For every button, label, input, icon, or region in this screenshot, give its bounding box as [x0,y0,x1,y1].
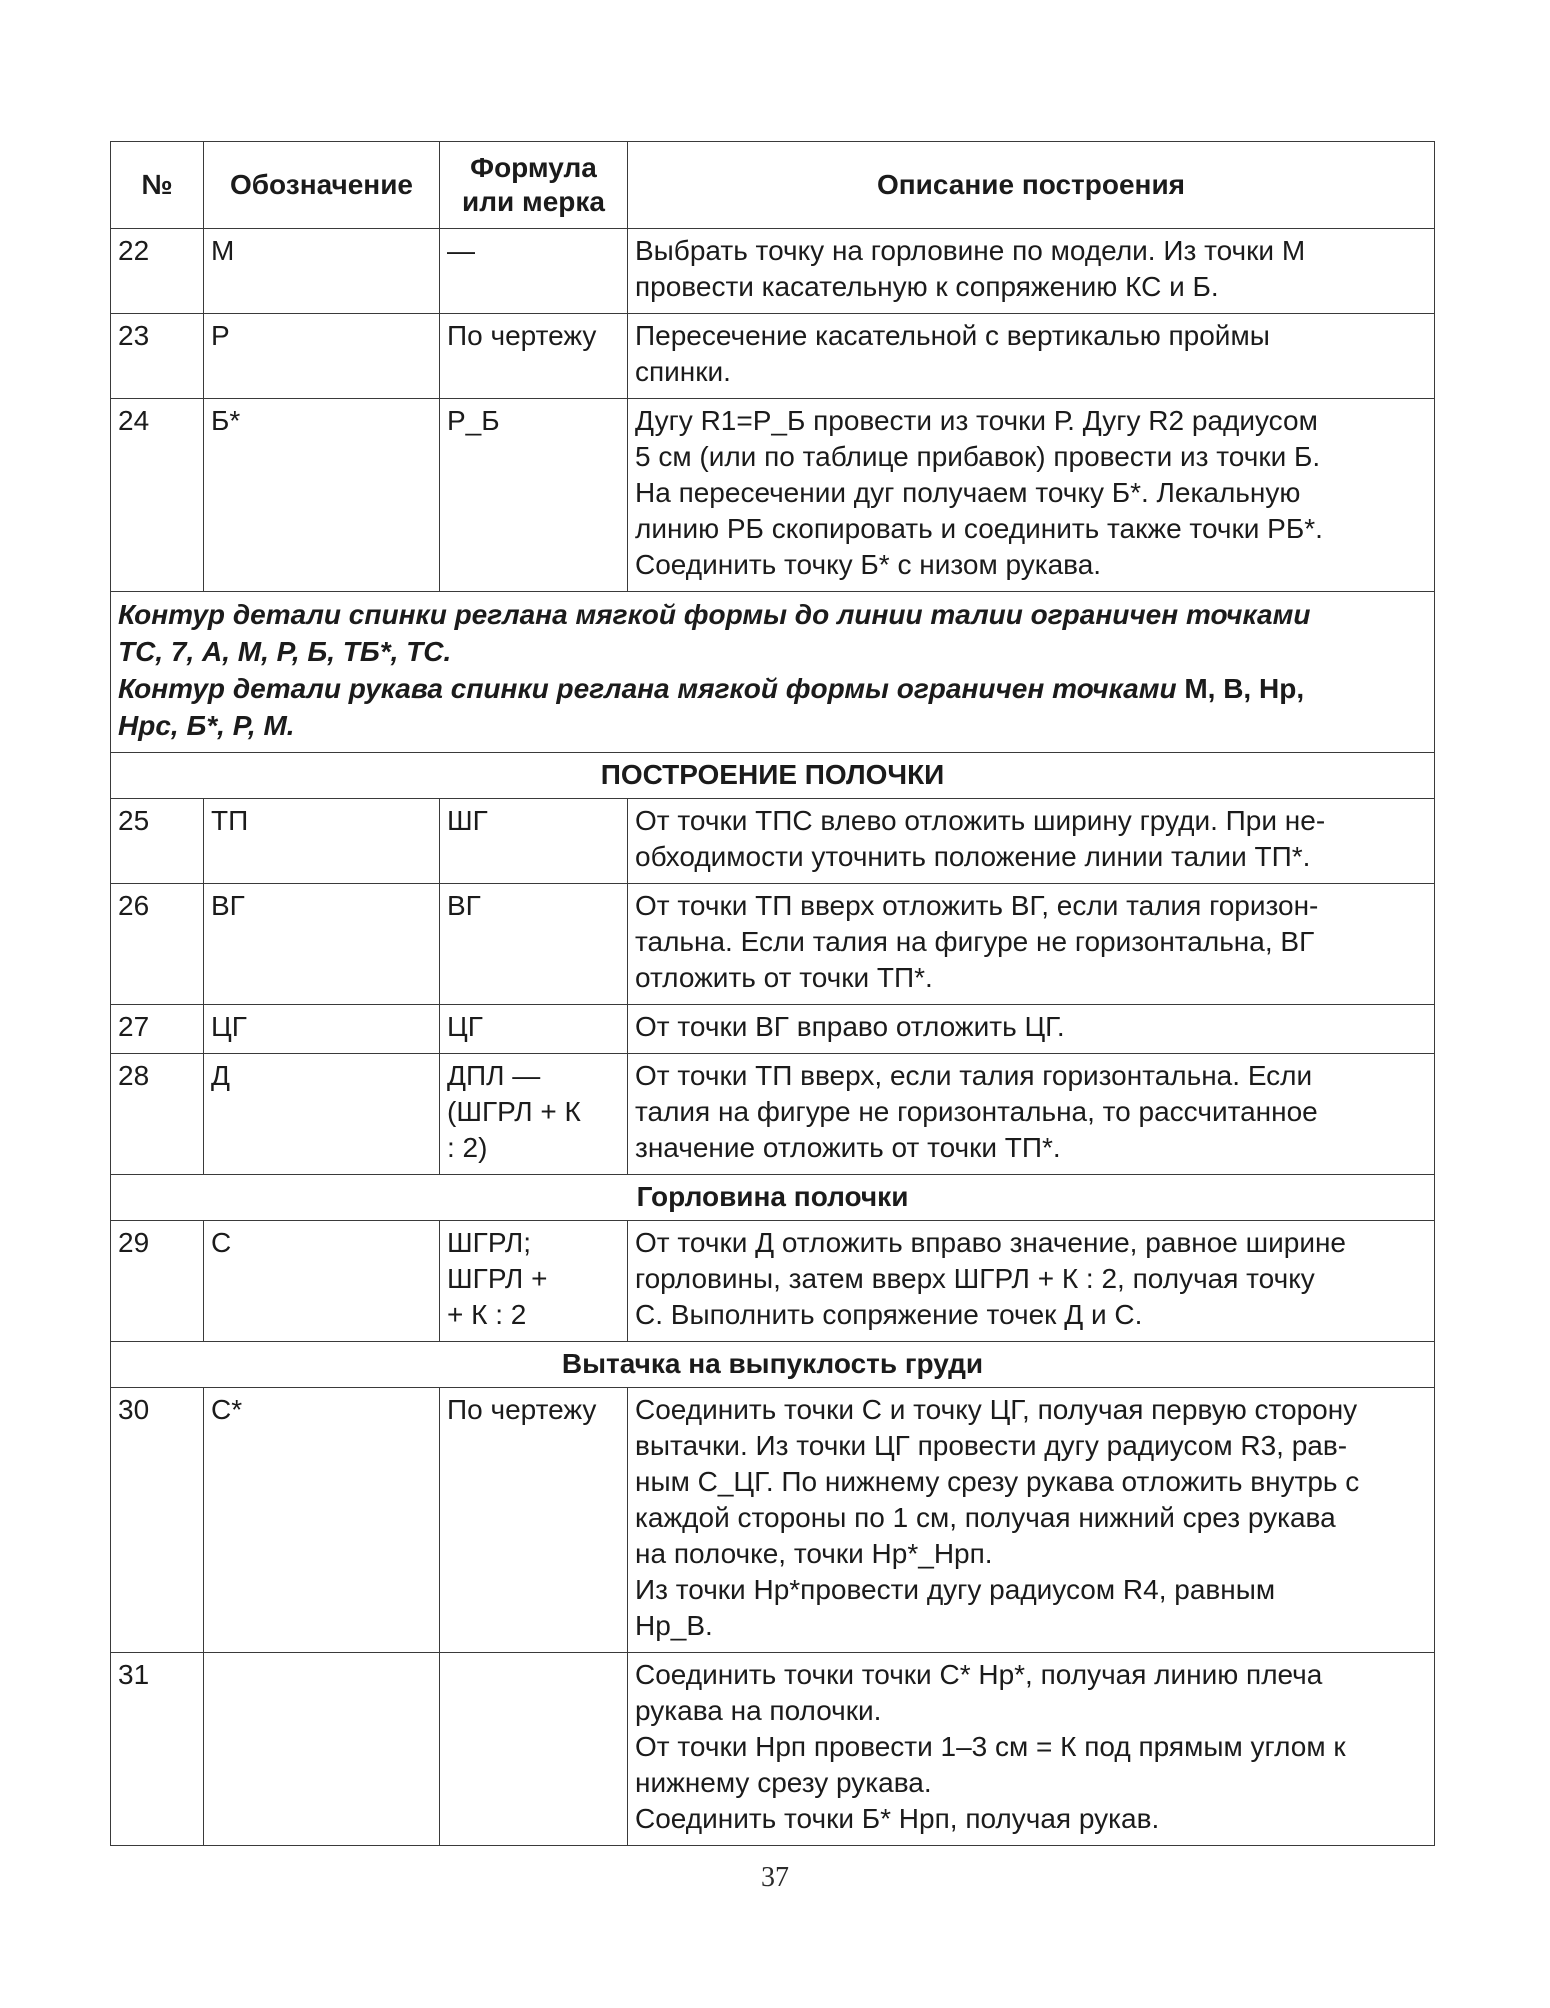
note-text: Контур детали рукава спинки реглана мягкой формы ограничен точками [118,673,1177,704]
row-description-line: обходимости уточнить положение линии талии ТП*. [635,841,1311,872]
row-formula-line [447,1657,620,1693]
row-number: 24 [111,399,204,592]
row-description-line: От точки Д отложить вправо значение, равное ширине [635,1227,1346,1258]
row-description-line: Соединить точки С и точку ЦГ, получая первую сторону [635,1394,1358,1425]
row-formula-line: ДПЛ — [447,1060,541,1091]
row-formula [440,1653,628,1846]
row-description-line: Пересечение касательной с вертикалью проймы [635,320,1270,351]
row-description-line: Дугу R1=Р_Б провести из точки Р. Дугу R2 радиусом [635,405,1318,436]
table-header-row [111,142,1435,229]
row-description-line: 5 см (или по таблице прибавок) провести из точки Б. [635,441,1321,472]
row-formula-line: По чертежу [447,1394,597,1425]
row-description-line: Соединить точку Б* с низом рукава. [635,549,1102,580]
row-description-line: тальна. Если талия на фигуре не горизонтальна, ВГ [635,926,1315,957]
table-body-back [111,229,1435,592]
row-formula-line: По чертежу [447,320,597,351]
row-formula [440,229,628,314]
table-row [111,884,1435,1005]
table-row [111,229,1435,314]
row-number: 25 [111,799,204,884]
row-description [628,229,1435,314]
section-title-row [111,1175,1435,1221]
row-formula-line: ШГРЛ + [447,1263,548,1294]
row-designation: Д [204,1054,440,1175]
table-body-front [111,799,1435,1175]
row-formula-line: (ШГРЛ + К [447,1096,581,1127]
row-description-line: ным С_ЦГ. По нижнему срезу рукава отложить внутрь с [635,1466,1360,1497]
row-formula [440,1388,628,1653]
table-row [111,1005,1435,1054]
section-title-row [111,1342,1435,1388]
note-line: Контур детали спинки реглана мягкой формы до линии талии ограничен точками [118,599,1311,630]
row-description-line: значение отложить от точки ТП*. [635,1132,1061,1163]
note-line [118,670,1427,707]
table-row [111,399,1435,592]
row-number: 23 [111,314,204,399]
note-line: ТС, 7, А, М, Р, Б, ТБ*, ТС. [118,636,452,667]
note-row [111,592,1435,753]
row-number: 29 [111,1221,204,1342]
row-description-line: Из точки Нр*провести дугу радиусом R4, равным [635,1574,1276,1605]
row-number: 27 [111,1005,204,1054]
row-description-line: От точки ВГ вправо отложить ЦГ. [635,1011,1065,1042]
row-description-line: провести касательную к сопряжению КС и Б. [635,271,1219,302]
row-formula [440,399,628,592]
row-description-line: линию РБ скопировать и соединить также точки РБ*. [635,513,1323,544]
table-row [111,1221,1435,1342]
document-page [110,141,1434,1846]
page-number: 37 [761,1862,789,1893]
table-body-neck [111,1221,1435,1342]
row-formula-line: ШГ [447,805,488,836]
row-description-line: талия на фигуре не горизонтальна, то рассчитанное [635,1096,1318,1127]
section-title-dart: Вытачка на выпуклость груди [111,1342,1435,1388]
row-description-line: С. Выполнить сопряжение точек Д и С. [635,1299,1143,1330]
section-title-front: ПОСТРОЕНИЕ ПОЛОЧКИ [111,753,1435,799]
table-row [111,1054,1435,1175]
row-designation: Р [204,314,440,399]
row-description-line: рукава на полочки. [635,1695,882,1726]
row-designation: ВГ [204,884,440,1005]
row-formula-line: ШГРЛ; [447,1227,532,1258]
row-description [628,1005,1435,1054]
row-description-line: Выбрать точку на горловине по модели. Из точки М [635,235,1306,266]
row-description [628,314,1435,399]
row-description-line: вытачки. Из точки ЦГ провести дугу радиусом R3, рав- [635,1430,1348,1461]
header-formula-line1: Формула [470,152,597,183]
row-formula-line: — [447,235,475,266]
row-description [628,799,1435,884]
row-description-line: Соединить точки Б* Нрп, получая рукав. [635,1803,1160,1834]
row-designation: М [204,229,440,314]
row-description [628,1388,1435,1653]
table-note [111,592,1435,799]
row-formula [440,1221,628,1342]
note-cell [111,592,1435,753]
row-formula-line: ВГ [447,890,481,921]
row-number: 31 [111,1653,204,1846]
row-description-line: на полочке, точки Нр*_Нрп. [635,1538,993,1569]
row-description [628,884,1435,1005]
row-description-line: нижнему срезу рукава. [635,1767,932,1798]
row-formula-line: Р_Б [447,405,500,436]
row-formula [440,884,628,1005]
row-designation: С [204,1221,440,1342]
row-description-line: От точки ТП вверх, если талия горизонтальна. Если [635,1060,1313,1091]
section-title-row [111,753,1435,799]
table-row [111,314,1435,399]
header-formula-line2: или мерка [462,186,605,217]
header-description: Описание построения [628,142,1435,229]
row-description [628,1653,1435,1846]
row-description [628,399,1435,592]
note-line: Нрс, Б*, Р, М. [118,710,295,741]
row-description-line: каждой стороны по 1 см, получая нижний срез рукава [635,1502,1336,1533]
row-designation: ТП [204,799,440,884]
header-formula [440,142,628,229]
construction-table [110,141,1435,1846]
row-description-line: отложить от точки ТП*. [635,962,933,993]
row-formula [440,1005,628,1054]
row-description-line: На пересечении дуг получаем точку Б*. Лекальную [635,477,1301,508]
table-section-neck [111,1175,1435,1221]
table-row [111,1653,1435,1846]
note-points: М, В, Нр, [1176,673,1305,704]
row-description-line: спинки. [635,356,731,387]
row-designation: ЦГ [204,1005,440,1054]
table-section-dart [111,1342,1435,1388]
row-formula [440,1054,628,1175]
row-description-line: горловины, затем вверх ШГРЛ + К : 2, получая точку [635,1263,1315,1294]
row-number: 26 [111,884,204,1005]
row-description [628,1054,1435,1175]
row-description-line: Соединить точки точки С* Нр*, получая линию плеча [635,1659,1323,1690]
row-designation: Б* [204,399,440,592]
row-description-line: От точки ТПС влево отложить ширину груди. При не- [635,805,1326,836]
row-number: 22 [111,229,204,314]
header-number: № [111,142,204,229]
row-formula-line: : 2) [447,1132,488,1163]
table-row [111,799,1435,884]
row-description-line: Нр_В. [635,1610,713,1641]
row-description-line: От точки Нрп провести 1–3 см = К под прямым углом к [635,1731,1346,1762]
row-designation: С* [204,1388,440,1653]
table-body-dart [111,1388,1435,1846]
header-designation: Обозначение [204,142,440,229]
row-designation [204,1653,440,1846]
row-description [628,1221,1435,1342]
row-formula-line: + К : 2 [447,1299,527,1330]
section-title-neck: Горловина полочки [111,1175,1435,1221]
row-number: 28 [111,1054,204,1175]
row-formula [440,314,628,399]
row-formula-line: ЦГ [447,1011,483,1042]
row-description-line: От точки ТП вверх отложить ВГ, если талия горизон- [635,890,1319,921]
row-formula [440,799,628,884]
table-row [111,1388,1435,1653]
row-number: 30 [111,1388,204,1653]
